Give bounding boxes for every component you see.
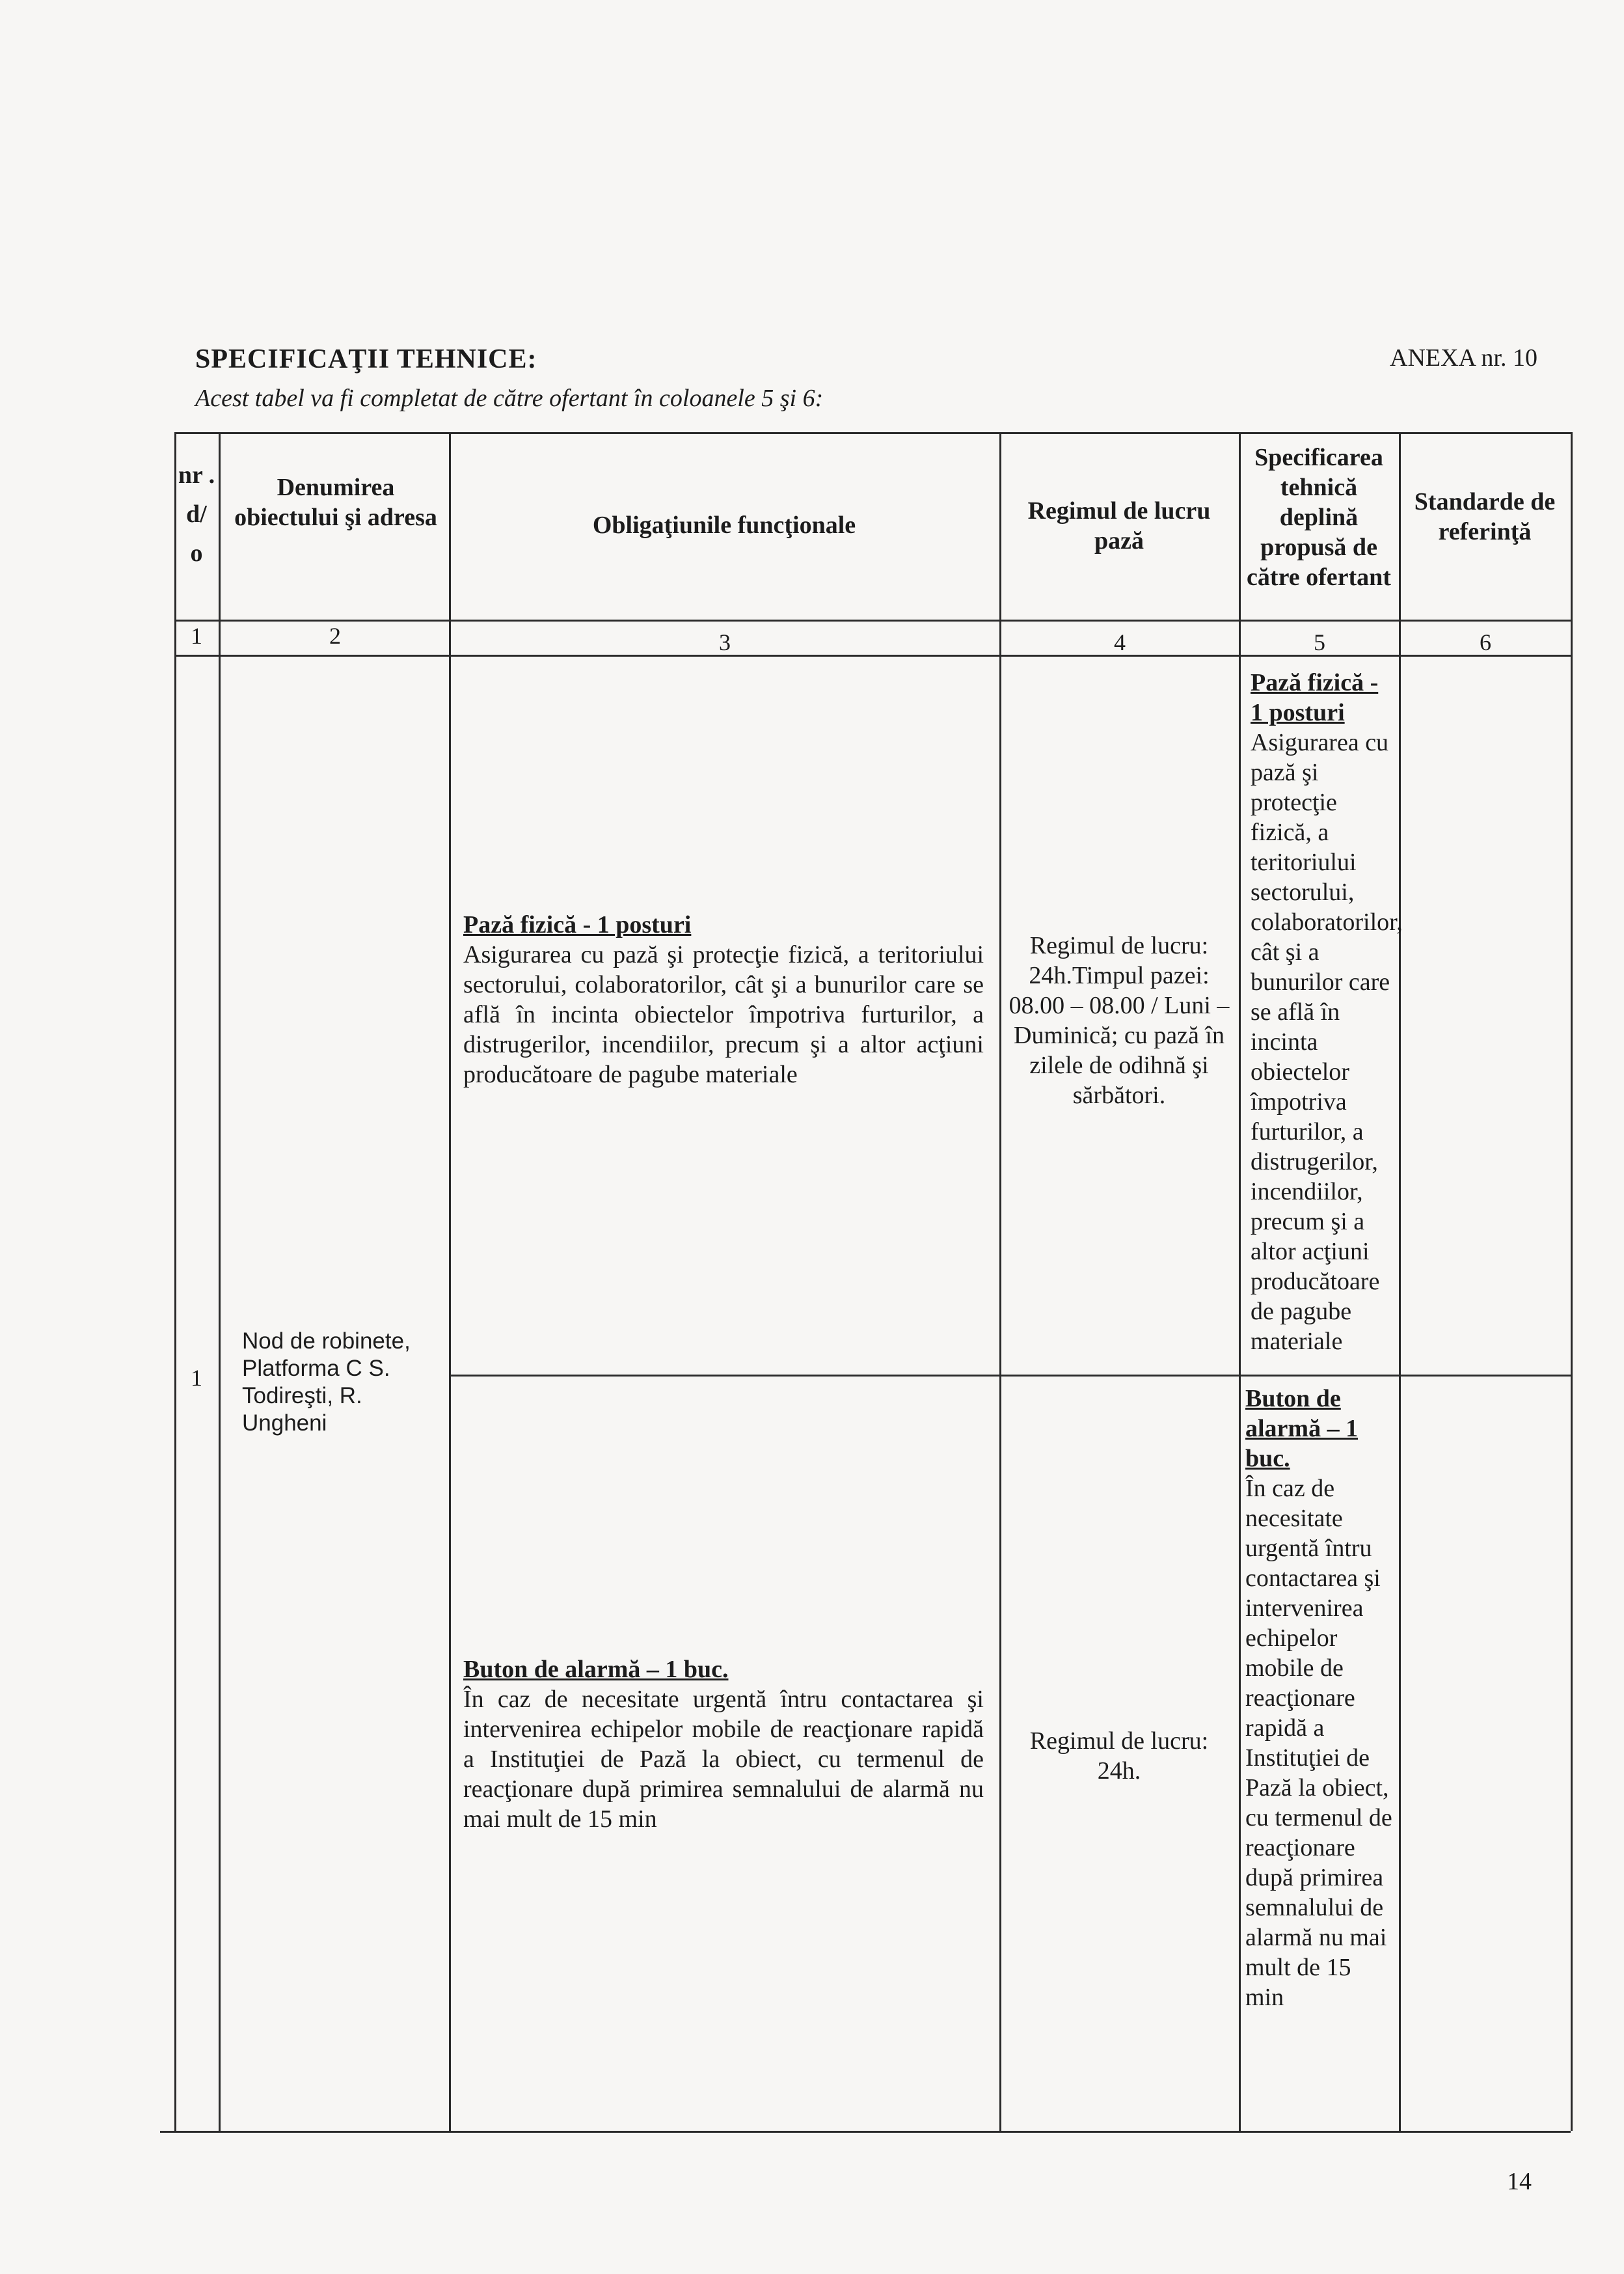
spec-alarm-button-title: Buton de alarmă – 1 buc. bbox=[1245, 1385, 1359, 1472]
document-subtitle: Acest tabel va fi completat de către ofertant în coloanele 5 şi 6: bbox=[195, 385, 824, 412]
column-number-3: 3 bbox=[719, 629, 731, 655]
column-number-2: 2 bbox=[329, 623, 341, 649]
object-name-address: Nod de robinete, Platforma C S. Todireşti, R. Ungheni bbox=[242, 1328, 411, 1436]
regime-physical-guard: Regimul de lucru: 24h.Timpul pazei: 08.00 – 08.00 / Luni – Duminică; cu pază în zilele de odihnă şi sărbători. bbox=[1008, 932, 1230, 1109]
spec-alarm-button-text: În caz de necesitate urgentă întru contactarea şi intervenirea echipelor mobile de reacţionare rapidă a Instituţiei de Pază la obiect, cu termenul de reacţionare după primirea semnalului de alarmă nu mai mult de 15 min bbox=[1245, 1475, 1392, 2011]
header-standards: Standarde de referinţă bbox=[1414, 488, 1556, 545]
spec-physical-guard-title: Pază fizică - 1 posturi bbox=[1251, 669, 1379, 726]
obligation-physical-guard-title: Pază fizică - 1 posturi bbox=[463, 911, 692, 938]
column-number-1: 1 bbox=[191, 623, 202, 649]
document-title: SPECIFICAŢII TEHNICE: bbox=[195, 344, 537, 374]
row-number: 1 bbox=[191, 1365, 202, 1391]
annex-label: ANEXA nr. 10 bbox=[1390, 344, 1537, 372]
obligation-physical-guard-text: Asigurarea cu pază şi protecţie fizică, a teritoriului sectorului, colaboratorilor, cât şi a bunurilor care se află în incinta obiectelor împotriva furturilor, a distrugerilor, incendiilor, precum şi a altor acţiuni producătoare de pagube materiale bbox=[463, 941, 984, 1088]
header-nr: nr . d/ o bbox=[178, 461, 215, 567]
obligation-alarm-button bbox=[463, 1654, 984, 1834]
header-object-name: Denumirea obiectului şi adresa bbox=[234, 474, 437, 531]
column-number-6: 6 bbox=[1480, 629, 1491, 655]
obligation-alarm-button-text: În caz de necesitate urgentă întru contactarea şi intervenirea echipelor mobile de reacţionare rapidă a Instituţiei de Pază la obiect, cu termenul de reacţionare după primirea semnalului de alarmă nu mai mult de 15 min bbox=[463, 1686, 984, 1833]
obligation-alarm-button-title: Buton de alarmă – 1 buc. bbox=[463, 1656, 729, 1683]
spec-physical-guard bbox=[1251, 668, 1403, 1356]
page-number: 14 bbox=[1507, 2168, 1532, 2195]
spec-physical-guard-text: Asigurarea cu pază şi protecţie fizică, a teritoriului sectorului, colaboratorilor, cât şi a bunurilor care se află în incinta obiectelor împotriva furturilor, a distrugerilor, incendiilor, precum şi a altor acţiuni producătoare de pagube materiale bbox=[1251, 729, 1403, 1355]
column-number-5: 5 bbox=[1314, 629, 1325, 655]
spec-alarm-button bbox=[1245, 1384, 1392, 2012]
header-obligations: Obligaţiunile funcţionale bbox=[592, 512, 856, 539]
obligation-physical-guard bbox=[463, 910, 984, 1089]
regime-alarm-button: Regimul de lucru: 24h. bbox=[1029, 1727, 1209, 1785]
column-number-4: 4 bbox=[1114, 629, 1126, 655]
header-specification: Specificarea tehnică deplină propusă de către ofertant bbox=[1247, 444, 1391, 591]
header-regime: Regimul de lucru pază bbox=[1027, 497, 1211, 555]
